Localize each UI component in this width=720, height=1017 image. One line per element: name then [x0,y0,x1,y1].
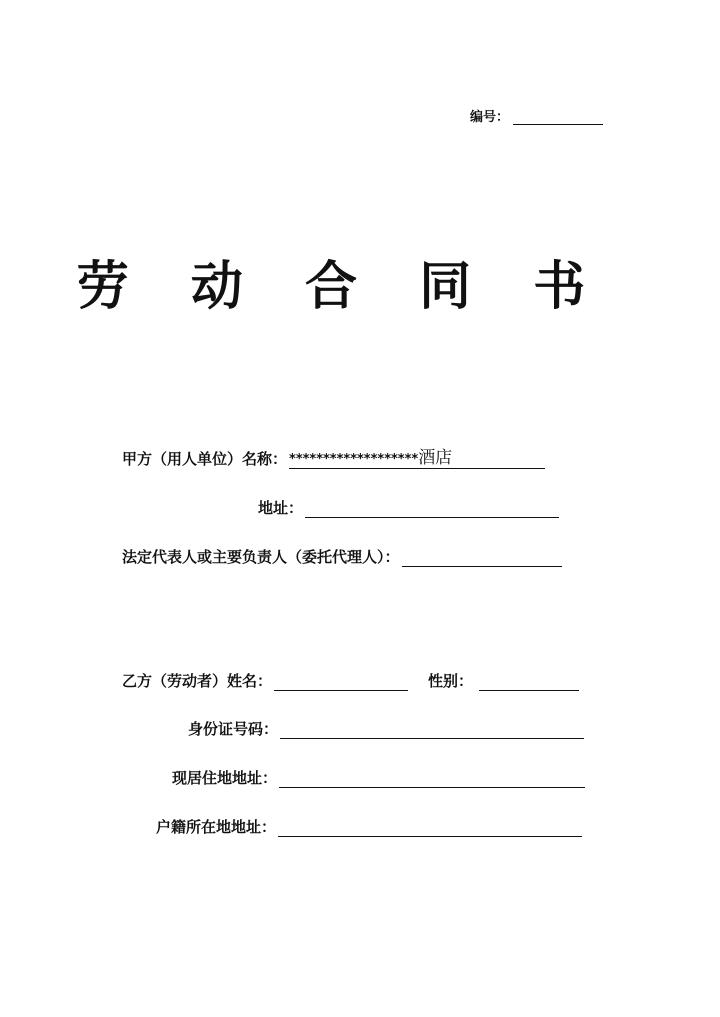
party-a-name-masked: ******************* [289,452,419,467]
party-a-name-label: 甲方（用人单位）名称： [122,450,288,468]
party-a-name-field[interactable] [289,448,545,469]
party-b-id-label: 身份证号码： [188,720,279,738]
party-a-address-field[interactable] [305,497,559,518]
party-b-household-address-field[interactable] [278,816,582,837]
legal-representative-field[interactable] [402,546,562,567]
party-b-household-address-row [156,816,582,837]
serial-number [470,106,603,125]
party-a-name-row [122,448,545,469]
legal-representative-label: 法定代表人或主要负责人（委托代理人）： [122,548,400,566]
document-title-text: 劳 动 合 同 书 [76,256,608,317]
serial-number-label: 编号： [470,110,510,125]
party-b-gender-field[interactable] [479,670,579,691]
party-b-current-address-row [172,767,585,788]
party-a-address-row [258,497,559,518]
party-b-household-address-label: 户籍所在地地址： [156,818,277,836]
party-b-name-field[interactable] [274,670,408,691]
legal-representative-row [122,546,562,567]
party-b-name-row [122,670,579,691]
party-a-name-suffix: 酒店 [418,448,453,468]
document-title [0,244,720,319]
party-b-gender-label: 性别： [428,672,474,690]
serial-number-blank[interactable] [513,110,603,125]
party-b-id-field[interactable] [280,718,584,739]
party-b-id-row [188,718,584,739]
party-b-current-address-field[interactable] [279,767,585,788]
party-b-current-address-label: 现居住地地址： [172,769,278,787]
party-b-name-label: 乙方（劳动者）姓名： [122,672,273,690]
party-a-address-label: 地址： [258,499,304,517]
